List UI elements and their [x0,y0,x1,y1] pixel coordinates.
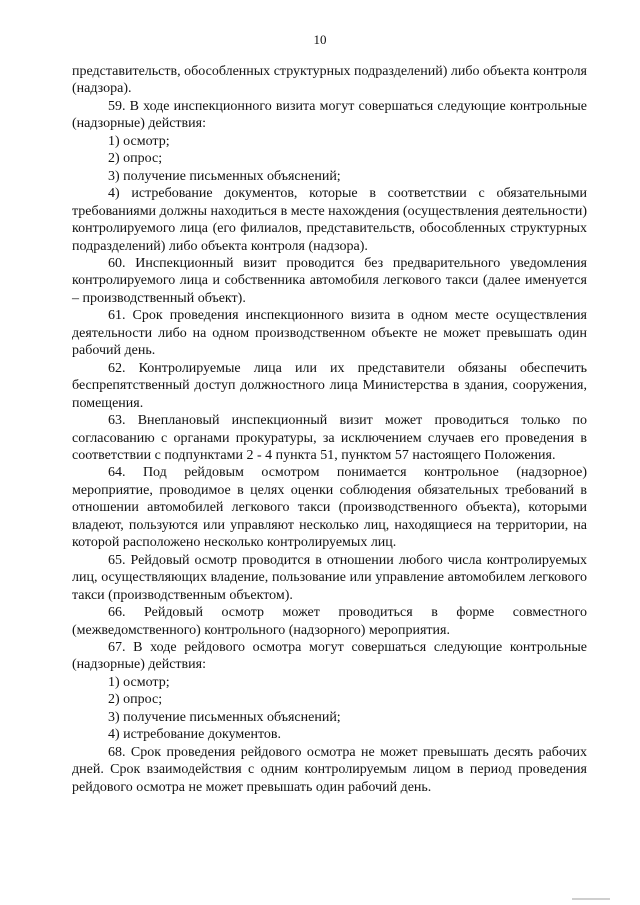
paragraph-68: 68. Срок проведения рейдового осмотра не может превышать десять рабочих дней. Срок взаимодействия с одним контролируемым лицом в период проведения рейдового осмотра не может превышать один рабочий день. [72,744,587,795]
paragraph-65: 65. Рейдовый осмотр проводится в отношении любого числа контролируемых лиц, осуществляющих владение, пользование или управление автомобилем легкового такси (производственным объектом). [72,552,587,603]
paragraph-64: 64. Под рейдовым осмотром понимается контрольное (надзорное) мероприятие, проводимое в целях оценки соблюдения обязательных требований в отношении автомобилей легкового такси (производственного объекта), которыми владеют, пользуются или управляют несколько лиц, находящиеся на территории, на которой расположено несколько контролируемых лиц. [72,465,587,551]
list-item-59-3: 3) получение письменных объяснений; [108,168,341,184]
document-body [72,63,587,796]
paragraph-60: 60. Инспекционный визит проводится без предварительного уведомления контролируемого лица и собственника автомобиля легкового такси (далее именуется – производственный объект). [72,255,587,306]
paragraph-61: 61. Срок проведения инспекционного визита в одном месте осуществления деятельности либо на одном производственном объекте не может превышать один рабочий день. [72,308,587,359]
scan-artifact-line [572,898,610,900]
list-item-59-4: 4) истребование документов, которые в соответствии с обязательными требованиями должны находиться в месте нахождения (осуществления деятельности) контролируемого лица (его филиалов, представительств, обособленных структурных подразделений) либо объекта контроля (надзора). [72,186,587,254]
paragraph-62: 62. Контролируемые лица или их представители обязаны обеспечить беспрепятственный доступ должностного лица Министерства в здания, сооружения, помещения. [72,360,587,411]
paragraph-63: 63. Внеплановый инспекционный визит может проводиться только по согласованию с органами прокуратуры, за исключением случаев его проведения в соответствии с подпунктами 2 - 4 пункта 51, пунктом 57 настоящего Положения. [72,413,587,463]
paragraph-67: 67. В ходе рейдового осмотра могут совершаться следующие контрольные (надзорные) действия: [72,639,587,673]
page-number: 10 [313,32,327,47]
list-item-67-4: 4) истребование документов. [108,727,281,743]
list-item-59-2: 2) опрос; [108,151,163,167]
list-item-67-1: 1) осмотр; [108,674,170,690]
paragraph-66: 66. Рейдовый осмотр может проводиться в форме совместного (межведомственного) контрольного (надзорного) мероприятия. [72,605,587,638]
paragraph-59: 59. В ходе инспекционного визита могут совершаться следующие контрольные (надзорные) действия: [72,98,587,132]
list-item-67-3: 3) получение письменных объяснений; [108,709,341,725]
paragraph-continuation: представительств, обособленных структурных подразделений) либо объекта контроля (надзора). [72,64,587,97]
list-item-67-2: 2) опрос; [108,692,163,708]
list-item-59-1: 1) осмотр; [108,133,170,149]
